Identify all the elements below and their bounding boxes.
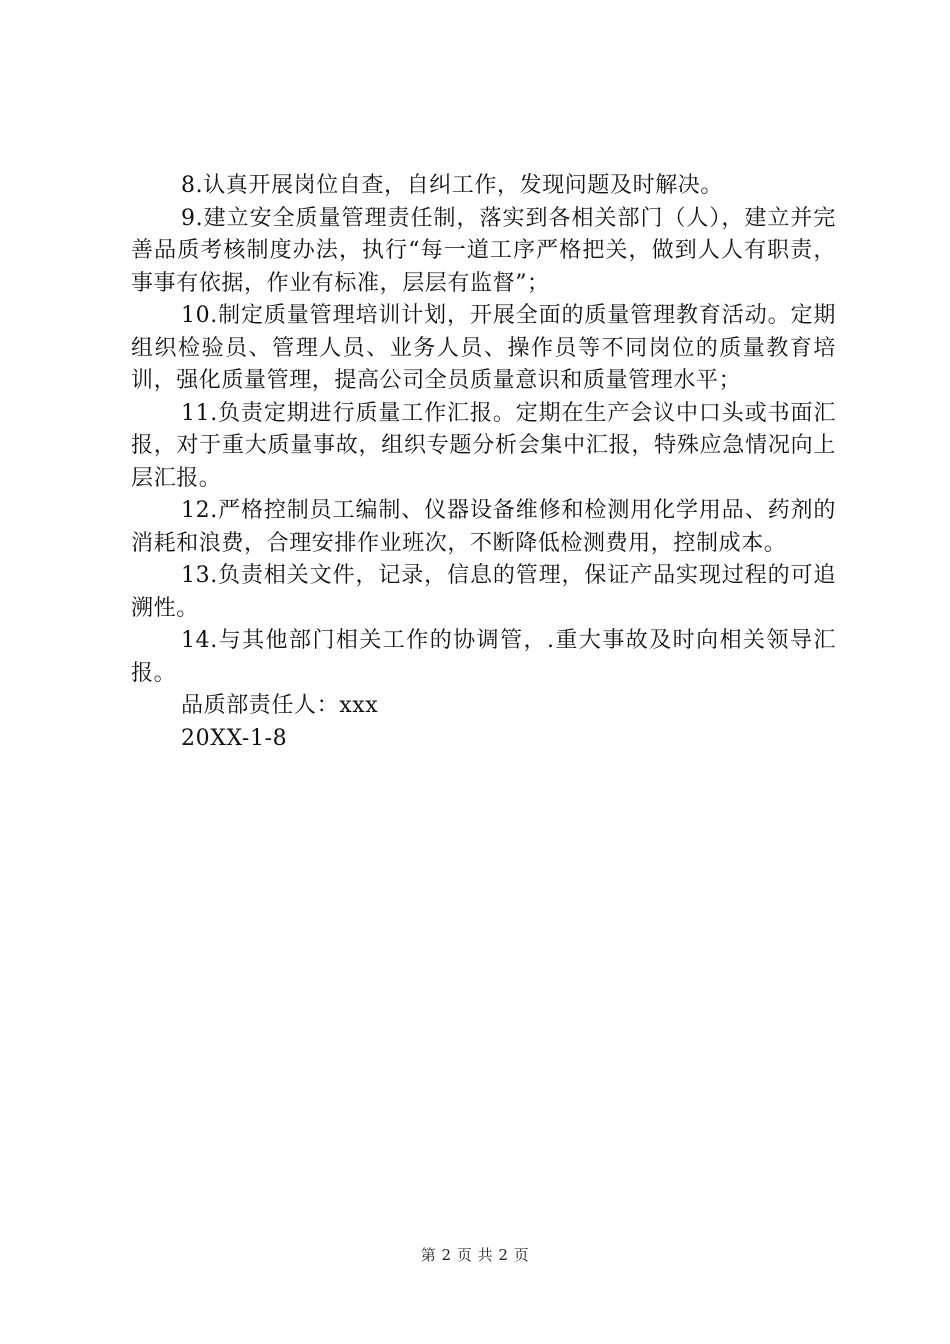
page-number-footer: 第 2 页 共 2 页 — [420, 1246, 530, 1264]
date-line: 20XX-1-8 — [181, 725, 288, 751]
paragraph-item-8: 8.认真开展岗位自查，自纠工作，发现问题及时解决。 — [181, 173, 723, 198]
paragraph-item-11: 11.负责定期进行质量工作汇报。定期在生产会议中口头或书面汇报，对于重大质量事故，组织专题分析会集中汇报，特殊应急情况向上层汇报。 — [131, 400, 836, 491]
paragraph-item-9: 9.建立安全质量管理责任制，落实到各相关部门（人），建立并完善品质考核制度办法，执行“每一道工序严格把关，做到人人有职责，事事有依据，作业有标准，层层有监督”； — [131, 205, 836, 296]
document-body — [131, 170, 836, 755]
paragraph-item-14: 14.与其他部门相关工作的协调管，.重大事故及时向相关领导汇报。 — [131, 628, 836, 686]
paragraph-item-12: 12.严格控制员工编制、仪器设备维修和检测用化学用品、药剂的消耗和浪费，合理安排作业班次，不断降低检测费用，控制成本。 — [131, 498, 836, 556]
paragraph-item-10: 10.制定质量管理培训计划，开展全面的质量管理教育活动。定期组织检验员、管理人员、业务人员、操作员等不同岗位的质量教育培训，强化质量管理，提高公司全员质量意识和质量管理水平； — [131, 303, 836, 393]
signature-line: 品质部责任人：xxx — [181, 693, 379, 718]
paragraph-item-13: 13.负责相关文件，记录，信息的管理，保证产品实现过程的可追溯性。 — [131, 563, 836, 621]
